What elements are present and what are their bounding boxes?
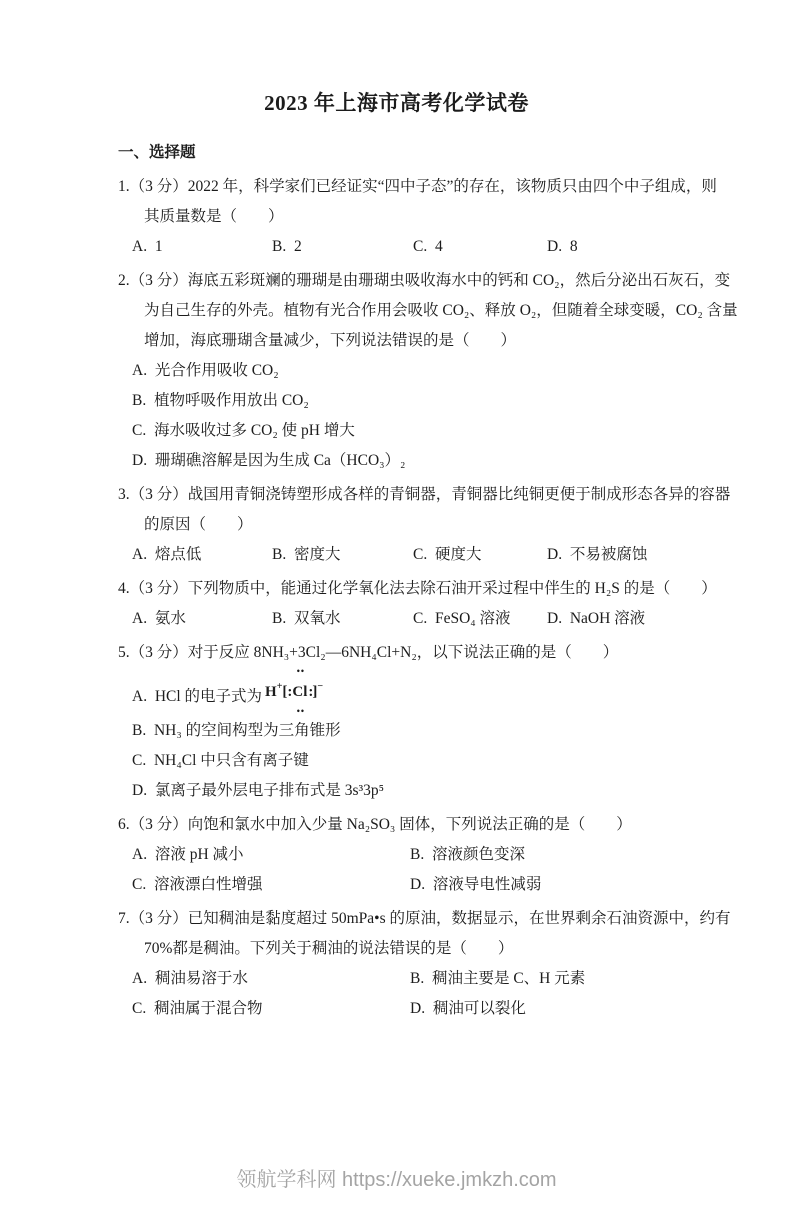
top-electron-dots: •• (296, 666, 306, 676)
question-1-option-b: B. 2 (272, 238, 302, 255)
question-4-options (118, 604, 721, 634)
question-5-option-a (132, 668, 721, 716)
question-6-option-c: C. 溶液漂白性增强 (132, 876, 263, 893)
question-6-option-b: B. 溶液颜色变深 (410, 846, 525, 863)
question-5-option-b: B. NH₃ 的空间构型为三角锥形 (132, 722, 341, 739)
question-6-stem-line-1: 6.（3 分）向饱和氯水中加入少量 Na₂SO₃ 固体，下列说法正确的是（ ） (118, 816, 632, 833)
question-7-stem-line-2: 70%都是稠油。下列关于稠油的说法错误的是（ ） (144, 940, 514, 957)
question-2 (118, 266, 738, 476)
exam-page (0, 92, 793, 1024)
question-1-option-a: A. 1 (132, 238, 163, 255)
question-3-options (118, 540, 721, 570)
question-5-stem-line-1: 5.（3 分）对于反应 8NH₃+3Cl₂—6NH₄Cl+N₂，以下说法正确的是（ ） (118, 644, 619, 661)
question-2-option-b: B. 植物呼吸作用放出 CO₂ (132, 392, 309, 409)
question-3-option-c: C. 硬度大 (413, 546, 482, 563)
question-7-option-b: B. 稠油主要是 C、H 元素 (410, 970, 586, 987)
question-5-options (118, 668, 721, 806)
question-2-stem-line-1: 2.（3 分）海底五彩斑斓的珊瑚是由珊瑚虫吸收海水中的钙和 CO₂，然后分泌出石灰石，变 (118, 272, 731, 289)
question-6 (118, 810, 721, 900)
question-2-option-a: A. 光合作用吸收 CO₂ (132, 362, 279, 379)
question-4-option-b: B. 双氧水 (272, 610, 341, 627)
question-7-stem-line-1: 7.（3 分）已知稠油是黏度超过 50mPa•s 的原油，数据显示，在世界剩余石油资源中，约有 (118, 910, 731, 927)
question-1-option-d: D. 8 (547, 238, 578, 255)
question-1-stem-line-1: 1.（3 分）2022 年，科学家们已经证实“四中子态”的存在，该物质只由四个中子组成，则 (118, 178, 717, 195)
question-1-stem-line-2: 其质量数是（ ） (144, 208, 284, 225)
chlorine-symbol: Cl (292, 684, 308, 700)
question-6-options (118, 840, 721, 900)
question-4 (118, 574, 721, 634)
question-5 (118, 638, 721, 806)
bottom-electron-dots: •• (296, 706, 306, 716)
question-7-option-d: D. 稠油可以裂化 (410, 1000, 526, 1017)
question-3 (118, 480, 731, 570)
page-title: 2023 年上海市高考化学试卷 (264, 91, 529, 115)
question-7-options (118, 964, 721, 1024)
question-1-options (118, 232, 721, 262)
question-7-option-a: A. 稠油易溶于水 (132, 970, 248, 987)
question-3-stem-line-1: 3.（3 分）战国用青铜浇铸塑形成各样的青铜器，青铜器比纯铜更便于制成形态各异的容器 (118, 486, 731, 503)
question-7 (118, 904, 731, 1024)
question-6-option-d: D. 溶液导电性减弱 (410, 876, 542, 893)
question-2-option-c: C. 海水吸收过多 CO₂ 使 pH 增大 (132, 422, 355, 439)
question-4-stem-line-1: 4.（3 分）下列物质中，能通过化学氧化法去除石油开采过程中伴生的 H₂S 的是（ ） (118, 580, 717, 597)
question-3-option-b: B. 密度大 (272, 546, 341, 563)
hcl-electron-formula: H+[: •• Cl •• :]− (265, 666, 324, 716)
question-1 (118, 172, 721, 262)
question-5-option-c: C. NH₄Cl 中只含有离子键 (132, 752, 309, 769)
question-2-options (118, 356, 721, 476)
question-2-stem-line-3: 增加，海底珊瑚含量减少，下列说法错误的是（ ） (144, 332, 517, 349)
question-3-stem-line-2: 的原因（ ） (144, 516, 253, 533)
watermark-footer: 领航学科网 https://xueke.jmkzh.com (236, 1169, 557, 1191)
question-5-option-d: D. 氯离子最外层电子排布式是 3s³3p⁵ (132, 782, 385, 799)
question-2-option-d: D. 珊瑚礁溶解是因为生成 Ca（HCO₃）₂ (132, 452, 406, 469)
question-7-option-c: C. 稠油属于混合物 (132, 1000, 263, 1017)
question-2-stem-line-2: 为自己生存的外壳。植物有光合作用会吸收 CO₂、释放 O₂，但随着全球变暖，CO₂ 含量 (144, 302, 738, 319)
question-6-option-a: A. 溶液 pH 减小 (132, 846, 244, 863)
question-1-option-c: C. 4 (413, 238, 443, 255)
question-5-option-a-text: A. HCl 的电子式为 (132, 688, 263, 705)
question-3-option-d: D. 不易被腐蚀 (547, 546, 648, 563)
section-heading: 一、选择题 (118, 144, 196, 161)
question-4-option-c: C. FeSO₄ 溶液 (413, 610, 511, 627)
question-4-option-d: D. NaOH 溶液 (547, 610, 646, 627)
question-3-option-a: A. 熔点低 (132, 546, 202, 563)
question-4-option-a: A. 氨水 (132, 610, 186, 627)
